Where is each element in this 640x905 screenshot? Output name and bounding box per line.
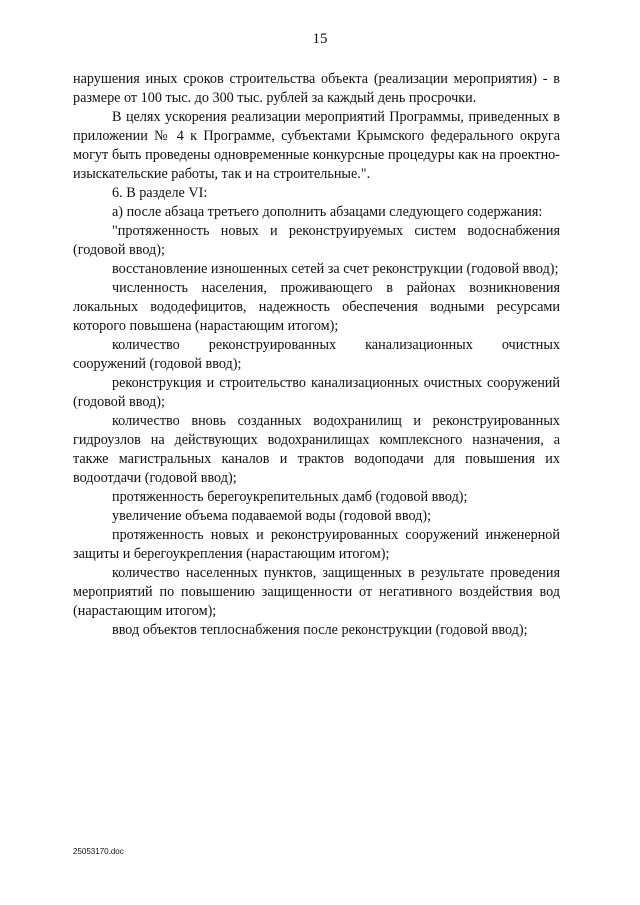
paragraph-amendment-intro: а) после абзаца третьего дополнить абзацами следующего содержания: [112, 204, 543, 220]
paragraph-section-heading: 6. В разделе VI: [112, 185, 208, 201]
paragraph-dams-length: протяженность берегоукрепительных дамб (годовой ввод); [112, 489, 468, 505]
page-number: 15 [312, 31, 328, 47]
paragraph-population-water: численность населения, проживающего в районах возникновения локальных вододефицитов, надежность обеспечения водными ресурсами которого повышена (нарастающим итогом); [73, 280, 560, 334]
paragraph-treatment-construction: реконструкция и строительство канализационных очистных сооружений (годовой ввод); [73, 375, 560, 410]
paragraph-treatment-reconstructed: количество реконструированных канализационных очистных сооружений (годовой ввод); [73, 337, 560, 372]
document-body [73, 70, 560, 640]
paragraph-worn-networks: восстановление изношенных сетей за счет реконструкции (годовой ввод); [112, 261, 559, 277]
paragraph-protection-structures: протяженность новых и реконструированных сооружений инженерной защиты и берегоукрепления (нарастающим итогом); [73, 527, 560, 562]
paragraph-penalty-continuation: нарушения иных сроков строительства объекта (реализации мероприятия) - в размере от 100 тыс. до 300 тыс. рублей за каждый день просрочки. [73, 71, 560, 106]
document-filename: 25053170.doc [73, 847, 124, 856]
paragraph-reservoirs: количество вновь созданных водохранилищ и реконструированных гидроузлов на действующих водохранилищах комплексного назначения, а также магистральных каналов и трактов водоподачи для повышения их водоотдачи (годовой ввод); [73, 413, 560, 486]
paragraph-heat-supply: ввод объектов теплоснабжения после реконструкции (годовой ввод); [112, 622, 528, 638]
paragraph-water-supply-length: "протяженность новых и реконструируемых систем водоснабжения (годовой ввод); [73, 223, 560, 258]
paragraph-accelerated-procedures: В целях ускорения реализации мероприятий Программы, приведенных в приложении № 4 к Программе, субъектами Крымского федерального округа могут быть проведены одновременные конкурсные процедуры как на проектно-изыскательские работы, так и на строительные.". [73, 109, 560, 182]
paragraph-water-volume: увеличение объема подаваемой воды (годовой ввод); [112, 508, 432, 524]
paragraph-protected-settlements: количество населенных пунктов, защищенных в результате проведения мероприятий по повышению защищенности от негативного воздействия вод (нарастающим итогом); [73, 565, 560, 619]
